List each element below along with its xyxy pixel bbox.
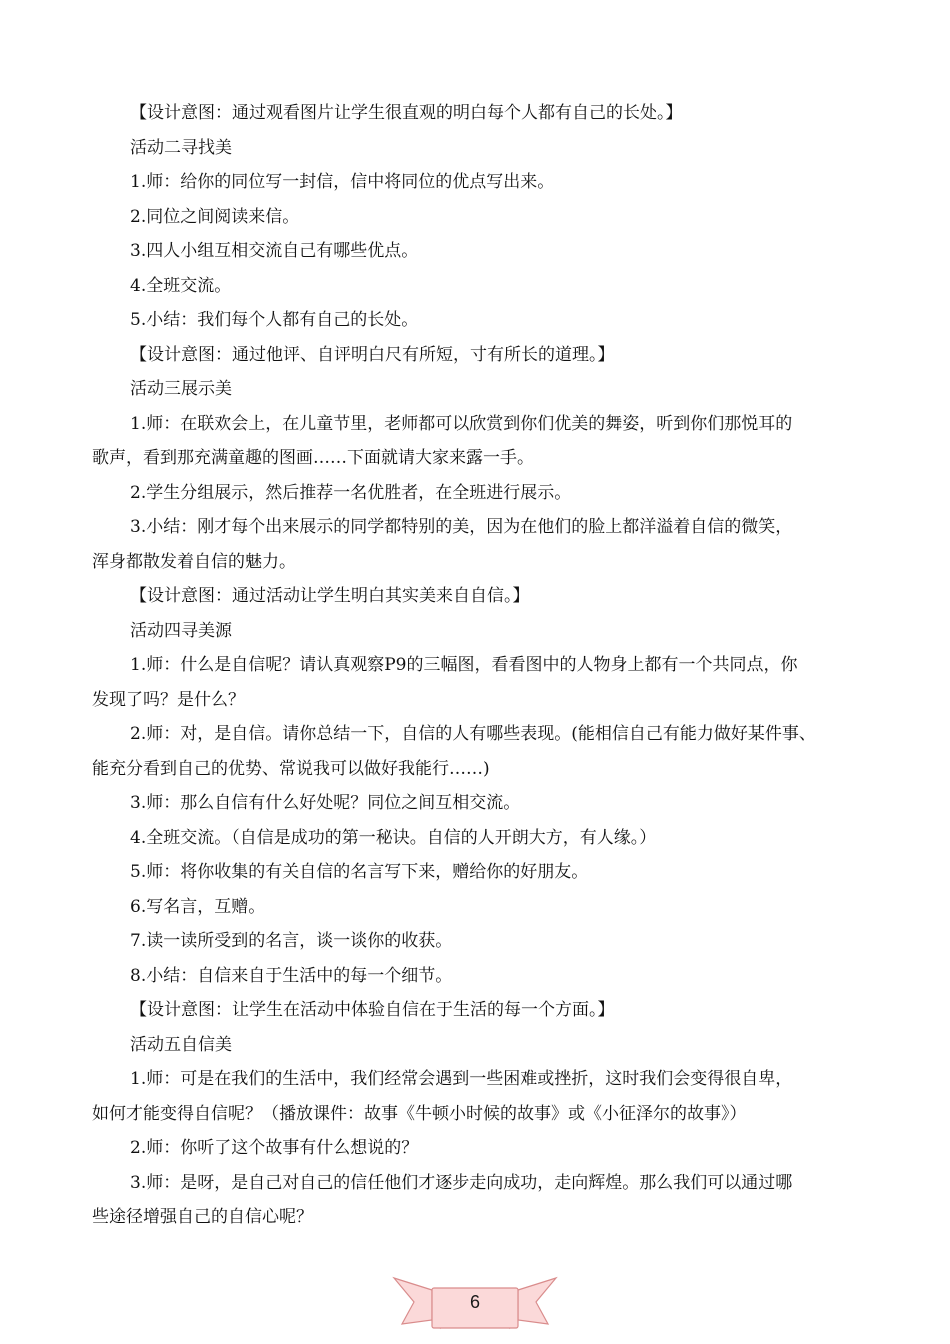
text-line: 【设计意图：通过他评、自评明白尺有所短，寸有所长的道理。】 xyxy=(130,344,615,365)
page-footer-ribbon xyxy=(392,1272,558,1336)
text-line: 浑身都散发着自信的魅力。 xyxy=(92,551,296,572)
text-line: 活动二寻找美 xyxy=(130,137,232,158)
text-line: 1.师：给你的同位写一封信，信中将同位的优点写出来。 xyxy=(130,172,555,192)
text-line: 7.读一读所受到的名言，谈一谈你的收获。 xyxy=(130,931,453,951)
text-line: 5.师：将你收集的有关自信的名言写下来，赠给你的好朋友。 xyxy=(130,862,589,882)
text-line: 4.全班交流。（自信是成功的第一秘诀。自信的人开朗大方，有人缘。） xyxy=(130,827,657,848)
text-line: 2.同位之间阅读来信。 xyxy=(130,206,300,227)
text-line: 2.学生分组展示，然后推荐一名优胜者，在全班进行展示。 xyxy=(130,482,572,503)
text-line: 歌声，看到那充满童趣的图画……下面就请大家来露一手。 xyxy=(92,448,534,468)
text-line: 2.师：你听了这个故事有什么想说的？ xyxy=(130,1138,419,1158)
text-line: 3.师：是呀，是自己对自己的信任他们才逐步走向成功，走向辉煌。那么我们可以通过哪 xyxy=(130,1172,793,1193)
text-line: 活动五自信美 xyxy=(130,1034,232,1055)
text-line: 能充分看到自己的优势、常说我可以做好我能行……) xyxy=(92,758,490,779)
text-line: 6.写名言，互赠。 xyxy=(130,896,266,917)
text-line: 1.师：在联欢会上，在儿童节里，老师都可以欣赏到你们优美的舞姿，听到你们那悦耳的 xyxy=(130,413,793,434)
text-line: 活动四寻美源 xyxy=(130,620,232,641)
text-line: 发现了吗？是什么？ xyxy=(92,689,245,710)
text-line: 如何才能变得自信呢？（播放课件：故事《牛顿小时候的故事》或《小征泽尔的故事》） xyxy=(92,1103,747,1124)
text-line: 1.师：什么是自信呢？请认真观察P9的三幅图，看看图中的人物身上都有一个共同点，你 xyxy=(130,655,798,675)
text-line: 4.全班交流。 xyxy=(130,275,232,296)
text-line: 些途径增强自己的自信心呢？ xyxy=(92,1207,313,1227)
text-line: 【设计意图：通过观看图片让学生很直观的明白每个人都有自己的长处。】 xyxy=(130,103,683,123)
text-line: 5.小结：我们每个人都有自己的长处。 xyxy=(130,310,419,330)
text-line: 2.师：对，是自信。请你总结一下，自信的人有哪些表现。(能相信自己有能力做好某件事、 xyxy=(130,724,816,744)
page-number: 6 xyxy=(469,1292,480,1312)
text-line: 1.师：可是在我们的生活中，我们经常会遇到一些困难或挫折，这时我们会变得很自卑， xyxy=(130,1069,793,1089)
document-body xyxy=(92,96,862,1235)
text-line: 【设计意图：让学生在活动中体验自信在于生活的每一个方面。】 xyxy=(130,1000,615,1020)
text-line: 3.四人小组互相交流自己有哪些优点。 xyxy=(130,241,419,261)
text-line: 【设计意图：通过活动让学生明白其实美来自自信。】 xyxy=(130,586,530,606)
text-line: 8.小结：自信来自于生活中的每一个细节。 xyxy=(130,965,453,986)
text-line: 活动三展示美 xyxy=(130,379,232,399)
text-line: 3.小结：刚才每个出来展示的同学都特别的美，因为在他们的脸上都洋溢着自信的微笑， xyxy=(130,517,793,537)
text-line: 3.师：那么自信有什么好处呢？同位之间互相交流。 xyxy=(130,793,521,813)
